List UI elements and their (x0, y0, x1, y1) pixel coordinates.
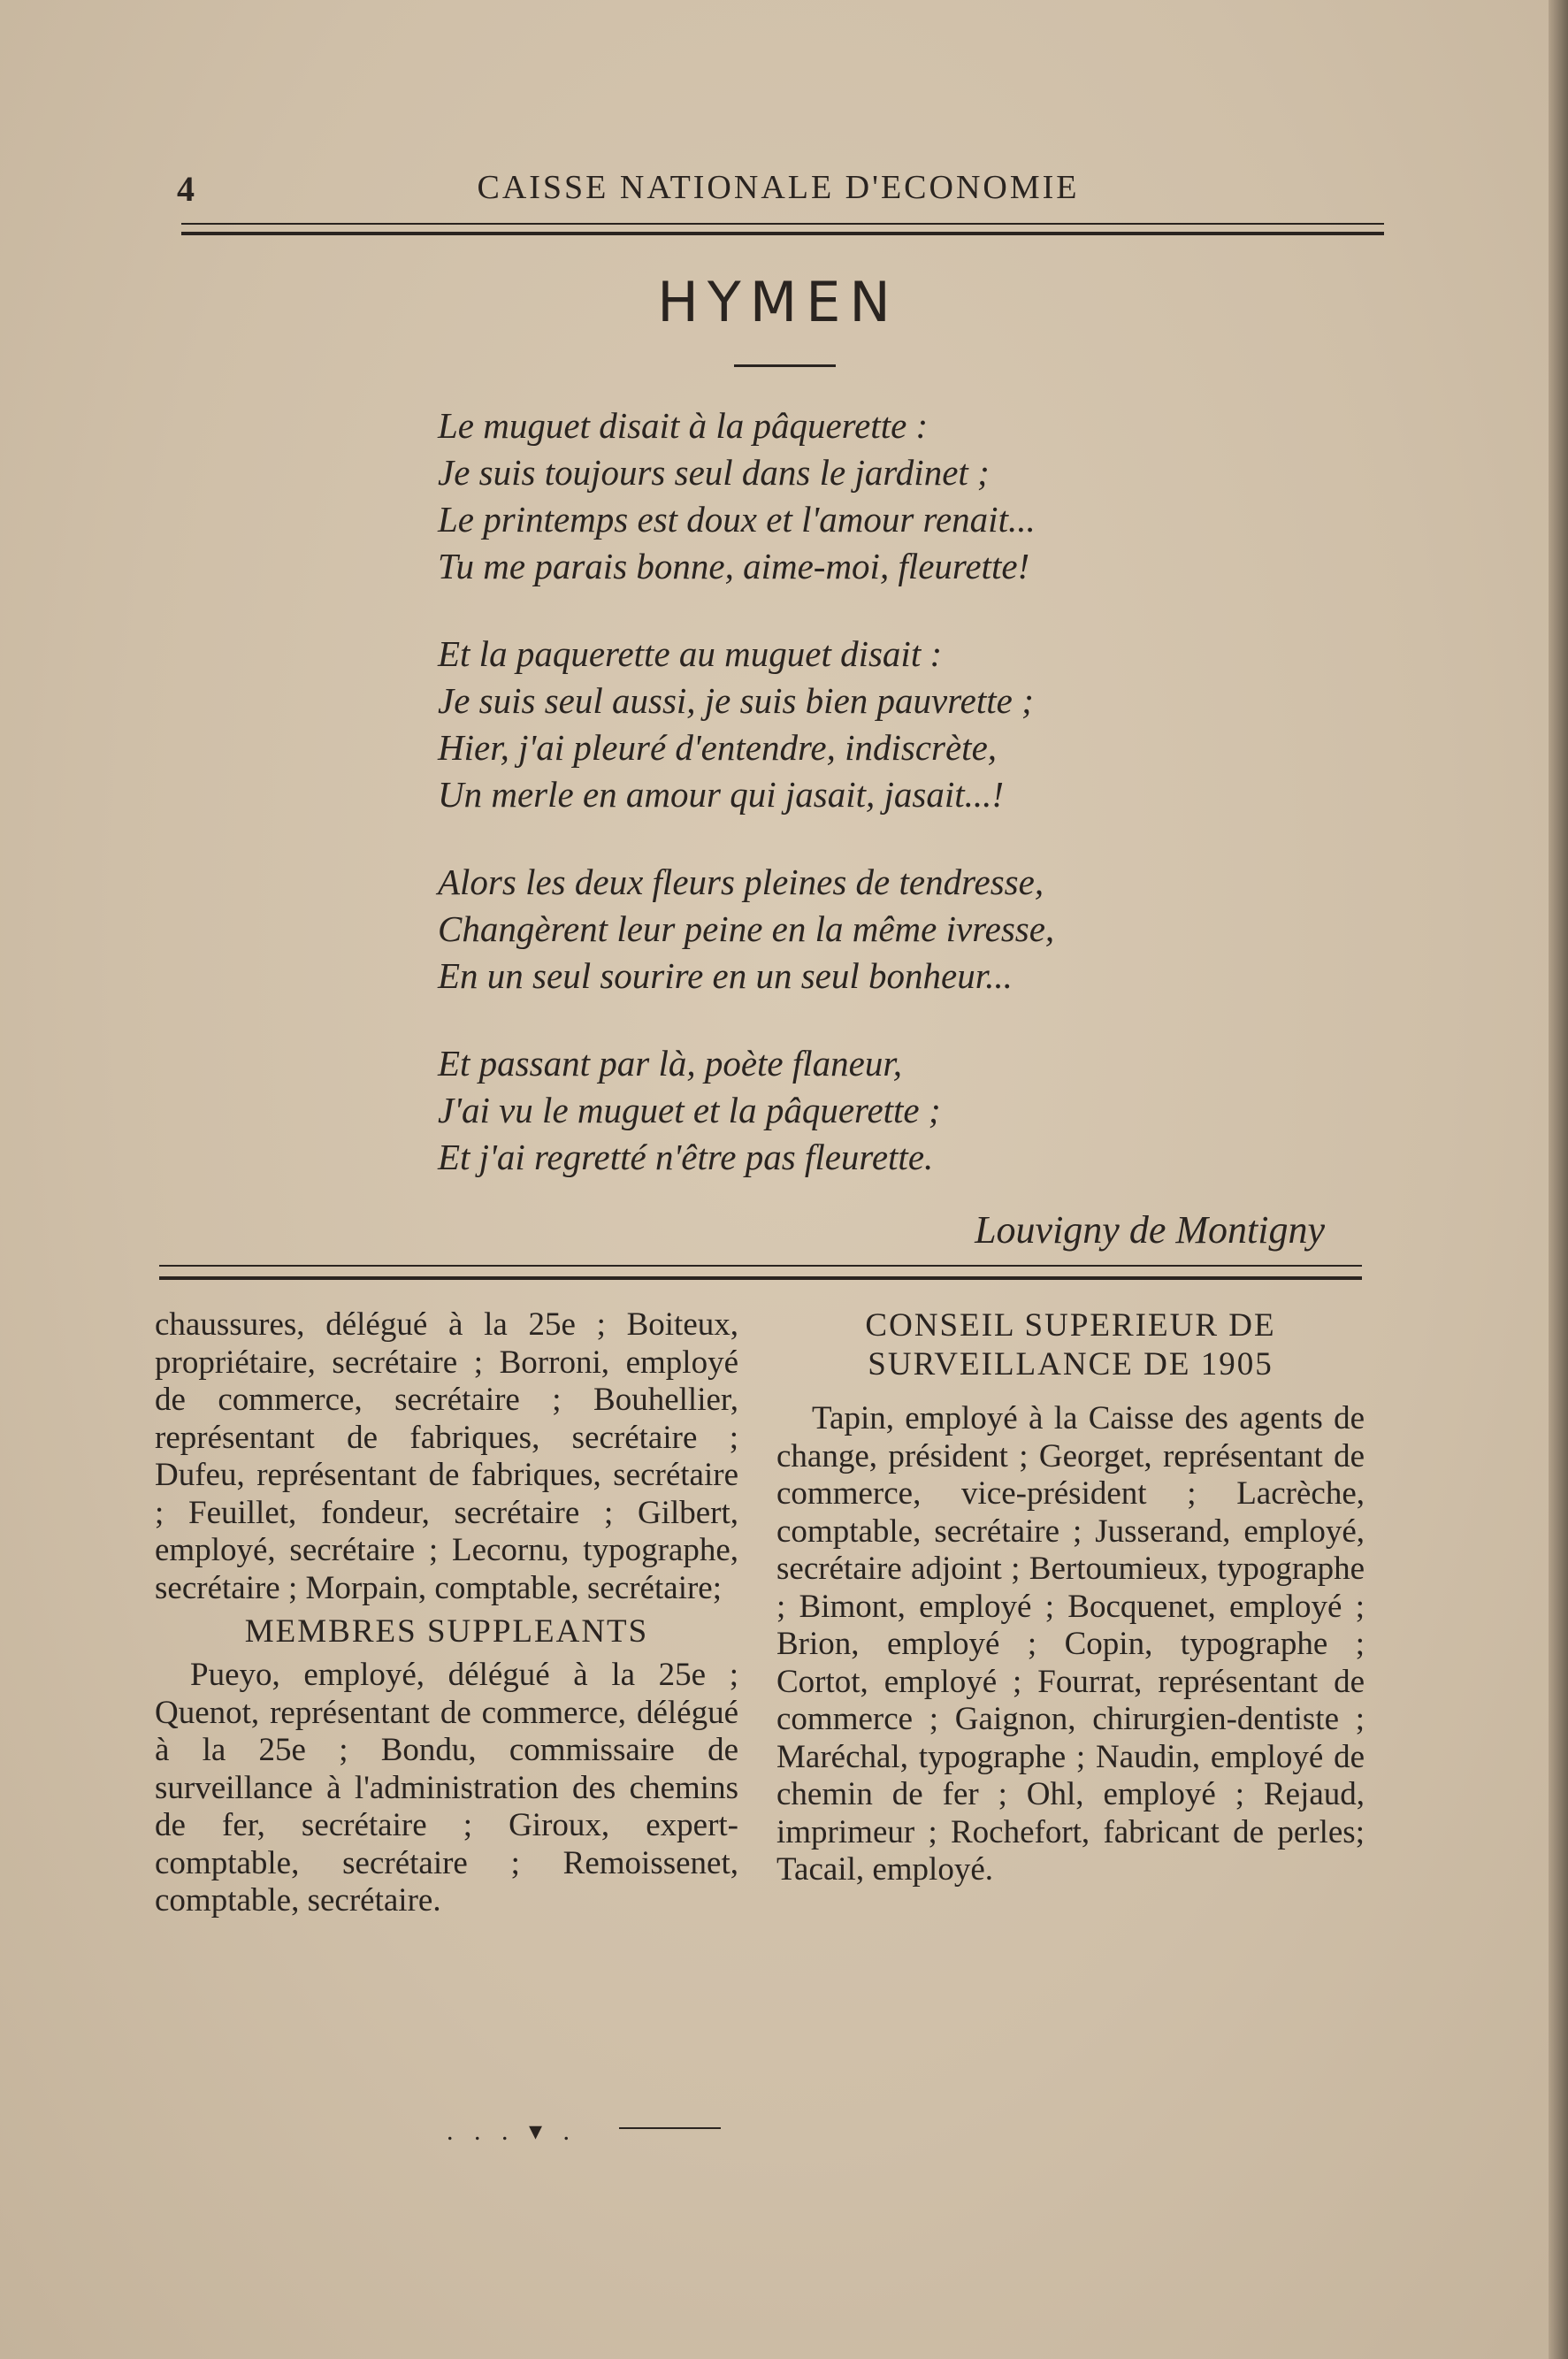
section-heading: CONSEIL SUPERIEUR DE (865, 1307, 1276, 1344)
poem-line: Et passant par là, poète flaneur, (438, 1043, 903, 1084)
poem-line: Le printemps est doux et l'amour renait... (438, 499, 1036, 540)
page-number: 4 (177, 169, 195, 209)
right-column (776, 1306, 1365, 1889)
end-rule (619, 2127, 721, 2129)
end-ornament: . . . ▾ . (447, 2117, 577, 2146)
running-title: CAISSE NATIONALE D'ECONOMIE (477, 169, 1080, 206)
section-rule-bottom (159, 1276, 1362, 1280)
header-rule-top (181, 223, 1384, 225)
stanza (438, 631, 1322, 818)
paragraph: Pueyo, employé, délégué à la 25e ; Quenot, représentant de commerce, délégué à la 25e ; Bondu, commissaire de surveillance à l'administration des chemins de fer, secrétaire ; Giroux, expert-comptable, secrétaire ; Remoissenet, comptable, secrétaire. (155, 1657, 738, 1919)
paragraph: chaussures, délégué à la 25e ; Boiteux, propriétaire, secrétaire ; Borroni, employé de commerce, secrétaire ; Bouhellier, représentant de fabriques, secrétaire ; Dufeu, représentant de fabriques, secrétaire ; Feuillet, fondeur, secrétaire ; Gilbert, employé, secrétaire ; Lecornu, typographe, secrétaire ; Morpain, comptable, secrétaire; (155, 1306, 738, 1606)
poem-line: Tu me parais bonne, aime-moi, fleurette! (438, 546, 1030, 586)
section-rule-top (159, 1265, 1362, 1267)
stanza (438, 1040, 1322, 1181)
poem-line: Changèrent leur peine en la même ivresse, (438, 908, 1055, 949)
running-header (177, 168, 1380, 212)
poem-line: Alors les deux fleurs pleines de tendresse, (438, 862, 1044, 902)
poem-line: Et j'ai regretté n'être pas fleurette. (438, 1137, 934, 1177)
poem-line: En un seul sourire en un seul bonheur... (438, 955, 1013, 996)
stanza (438, 859, 1322, 1000)
header-rule-bottom (181, 232, 1384, 235)
poem-signature: Louvigny de Montigny (975, 1208, 1325, 1252)
poem-line: J'ai vu le muguet et la pâquerette ; (438, 1090, 941, 1130)
poem-title: HYMEN (657, 270, 899, 334)
poem-line: Un merle en amour qui jasait, jasait...! (438, 774, 1005, 815)
section-heading: MEMBRES SUPPLEANTS (244, 1613, 649, 1650)
paragraph: Tapin, employé à la Caisse des agents de change, président ; Georget, représentant de commerce, vice-président ; Lacrèche, comptable, secrétaire ; Jusserand, employé, secrétaire adjoint ; Bertoumieux, typographe ; Bimont, employé ; Bocquenet, employé ; Brion, employé ; Copin, typographe ; Cortot, employé ; Fourrat, représentant de commerce ; Gaignon, chirurgien-dentiste ; Maréchal, typographe ; Naudin, employé de chemin de fer ; Ohl, employé ; Rejaud, imprimeur ; Rochefort, fabricant de perles; Tacail, employé. (776, 1400, 1365, 1888)
stanza (438, 402, 1322, 590)
poem-line: Je suis toujours seul dans le jardinet ; (438, 452, 990, 493)
poem-line: Je suis seul aussi, je suis bien pauvrette ; (438, 680, 1034, 721)
left-column (155, 1306, 738, 1920)
page-edge (1549, 0, 1568, 2359)
poem-line: Et la paquerette au muguet disait : (438, 633, 943, 674)
poem-body (438, 402, 1322, 1222)
poem-line: Hier, j'ai pleuré d'entendre, indiscrète, (438, 727, 998, 768)
section-heading: SURVEILLANCE DE 1905 (868, 1346, 1274, 1382)
title-divider (734, 364, 836, 367)
poem-line: Le muguet disait à la pâquerette : (438, 405, 929, 446)
